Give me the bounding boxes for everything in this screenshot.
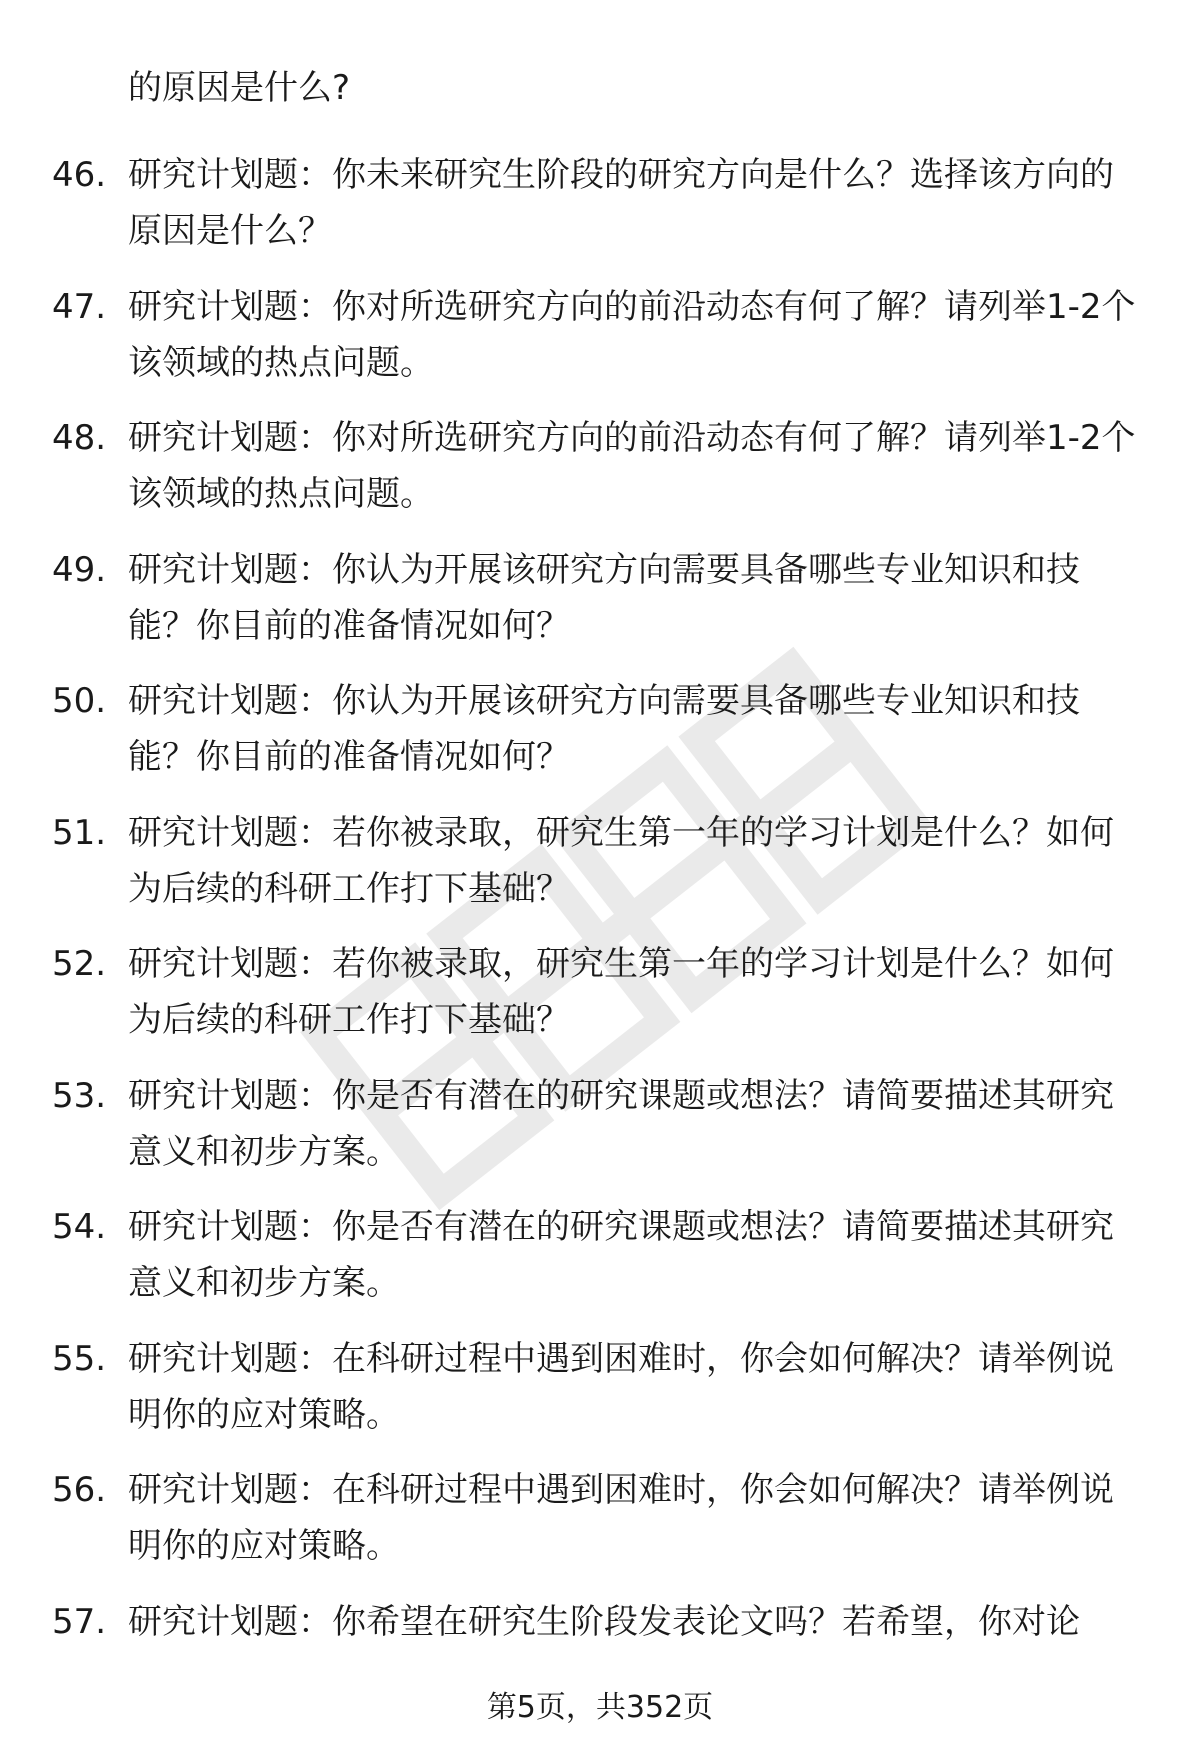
question-number: 55.: [52, 1338, 107, 1379]
question-text: 研究计划题：在科研过程中遇到困难时，你会如何解决？请举例说明你的应对策略。: [128, 1338, 1114, 1435]
question-list: [0, 147, 1200, 1725]
question-text: 研究计划题：你希望在研究生阶段发表论文吗？若希望，你对论: [128, 1601, 1080, 1642]
question-item: [0, 542, 1200, 674]
question-item: [0, 410, 1200, 542]
question-item: [0, 936, 1200, 1068]
question-text: 研究计划题：若你被录取，研究生第一年的学习计划是什么？如何为后续的科研工作打下基础？: [128, 812, 1114, 909]
question-number: 54.: [52, 1207, 107, 1247]
question-text: 研究计划题：你对所选研究方向的前沿动态有何了解？请列举1-2个该领域的热点问题。: [128, 418, 1136, 514]
question-number: 46.: [52, 155, 107, 195]
question-number: 49.: [52, 549, 107, 590]
question-number: 47.: [52, 286, 107, 327]
question-number: 57.: [52, 1601, 107, 1642]
question-text: 研究计划题：你认为开展该研究方向需要具备哪些专业知识和技能？你目前的准备情况如何？: [128, 681, 1080, 777]
page-footer: 第5页，共352页: [486, 1690, 714, 1725]
question-number: 56.: [52, 1470, 107, 1510]
question-text: 研究计划题：你对所选研究方向的前沿动态有何了解？请列举1-2个该领域的热点问题。: [128, 286, 1136, 383]
question-text: 研究计划题：若你被录取，研究生第一年的学习计划是什么？如何为后续的科研工作打下基础？: [128, 944, 1114, 1040]
question-item: [0, 1199, 1200, 1331]
question-item: [0, 805, 1200, 937]
continuation-text: 的原因是什么?: [128, 68, 351, 108]
question-item: [0, 1331, 1200, 1463]
question-number: 48.: [52, 418, 107, 458]
question-item: [0, 1068, 1200, 1200]
question-text: 研究计划题：你认为开展该研究方向需要具备哪些专业知识和技能？你目前的准备情况如何？: [128, 549, 1080, 646]
question-text: 研究计划题：你未来研究生阶段的研究方向是什么？选择该方向的原因是什么？: [128, 155, 1114, 251]
question-number: 51.: [52, 812, 107, 853]
question-item: [0, 673, 1200, 805]
question-text: 研究计划题：在科研过程中遇到困难时，你会如何解决？请举例说明你的应对策略。: [128, 1470, 1114, 1566]
question-text: 研究计划题：你是否有潜在的研究课题或想法？请简要描述其研究意义和初步方案。: [128, 1075, 1114, 1172]
question-number: 52.: [52, 944, 107, 984]
question-item: [0, 147, 1200, 279]
question-item: [0, 279, 1200, 411]
question-number: 53.: [52, 1075, 107, 1116]
question-text: 研究计划题：你是否有潜在的研究课题或想法？请简要描述其研究意义和初步方案。: [128, 1207, 1114, 1303]
question-number: 50.: [52, 681, 107, 721]
question-item: [0, 1462, 1200, 1594]
